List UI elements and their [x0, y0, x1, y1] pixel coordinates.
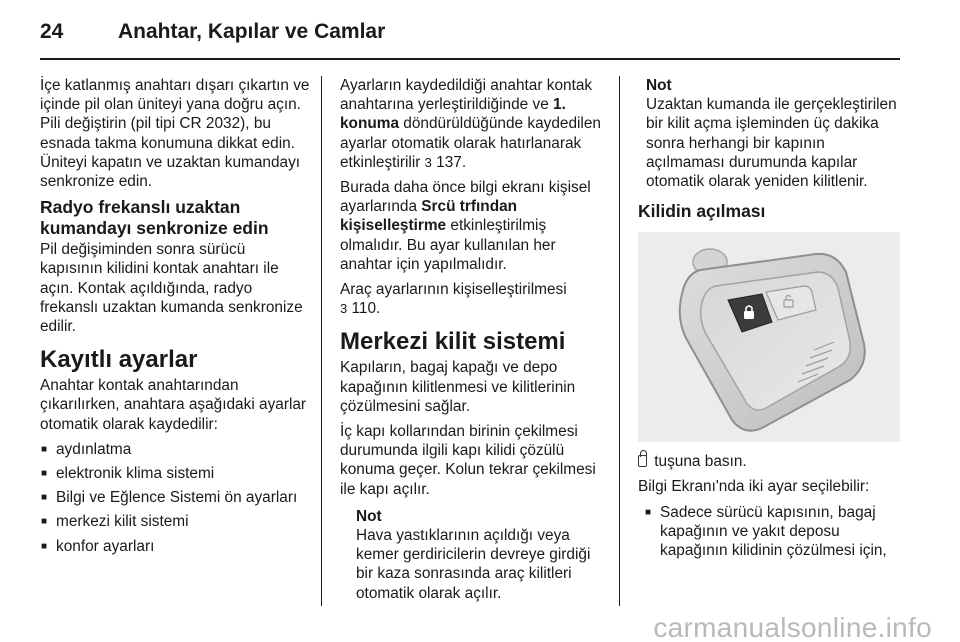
key-fob-illustration: [638, 232, 900, 442]
list-item: ■ Sadece sürücü kapısının, bagaj kapağının ve yakıt deposu kapağının kilidinin çözülmesi için,: [644, 503, 906, 561]
central-locking-paragraph: Kapıların, bagaj kapağı ve depo kapağının kilitlenmesi ve kilitlerinin çözülmesini sağlar.: [340, 359, 576, 415]
column-middle: [340, 76, 610, 603]
chapter-title: Anahtar, Kapılar ve Camlar: [118, 20, 386, 43]
vehicle-personalization-ref: Araç ayarlarının kişiselleştirilmesi 3 110.: [340, 281, 567, 318]
settings-recall-paragraph: Ayarların kaydedildiği anahtar kontak anahtarına yerleştirildiğinde ve 1. konuma döndürüldüğünde kaydedilen ayarlar otomatik olarak hatırlanarak etkinleştirilir 3 137.: [340, 77, 601, 171]
press-button-paragraph: tuşuna basın.: [638, 452, 906, 471]
battery-paragraph: İçe katlanmış anahtarı dışarı çıkartın ve içinde pil olan üniteyi yana doğru açın. Pili değiştirin (pil tipi CR 2032), bu esnada takma konumuna dikkat edin. Üniteyi kapatın ve uzaktan kumandayı senkronize edin.: [40, 77, 310, 191]
door-handle-paragraph: İç kapı kollarından birinin çekilmesi durumunda ilgili kapı kilidi çözülü konuma geçer. Kolun tekrar çekilmesi ile kapı açılır.: [340, 423, 596, 498]
list-item: ■ konfor ayarları: [40, 537, 312, 556]
page-header: [40, 14, 385, 50]
note-label: Not: [646, 77, 672, 94]
note-block: [646, 76, 906, 191]
note-text: Uzaktan kumanda ile gerçekleştirilen bir kilit açma işleminden üç dakika sonra herhangi bir kapının açılmaması durumunda kapılar otomatik olarak yeniden kilitlenir.: [646, 96, 897, 191]
column-divider: [619, 76, 620, 606]
saved-settings-heading: Kayıtlı ayarlar: [40, 346, 198, 374]
unlock-icon: [638, 455, 647, 467]
list-item: ■ merkezi kilit sistemi: [40, 512, 312, 531]
list-item: ■ Bilgi ve Eğlence Sistemi ön ayarları: [40, 488, 312, 507]
header-divider: [40, 58, 900, 60]
unlocking-heading: Kilidin açılması: [638, 201, 766, 222]
note-block: [356, 507, 610, 603]
note-label: Not: [356, 507, 382, 525]
column-left: [40, 76, 312, 561]
radio-sync-heading: Radyo frekanslı uzaktan kumandayı senkronize edin: [40, 197, 269, 239]
page-number: 24: [40, 20, 64, 43]
central-locking-heading: Merkezi kilit sistemi: [340, 328, 566, 356]
info-display-paragraph: Bilgi Ekranı'nda iki ayar seçilebilir:: [638, 478, 870, 496]
saved-settings-paragraph: Anahtar kontak anahtarından çıkarılırken, anahtara aşağıdaki ayarlar otomatik olarak kaydedilir:: [40, 377, 307, 433]
personalization-paragraph: Burada daha önce bilgi ekranı kişisel ayarlarında Srcü trfından kişiselleştirme etkinleştirilmiş olmalıdır. Bu ayar kullanılan her anahtar için yapılmalıdır.: [340, 179, 591, 273]
list-item: ■ elektronik klima sistemi: [40, 464, 312, 483]
saved-settings-list: [40, 440, 312, 556]
list-item: ■ aydınlatma: [40, 440, 312, 459]
watermark: carmanualsonline.info: [653, 612, 932, 642]
reference-arrow-icon: 3: [424, 154, 432, 170]
column-divider: [321, 76, 322, 606]
note-text: Hava yastıklarının açıldığı veya kemer gerdiricilerin devreye girdiği bir kaza sonrasında araç kilitleri otomatik olarak açılır.: [356, 527, 591, 602]
column-right: [638, 76, 906, 565]
reference-arrow-icon: 3: [340, 301, 348, 317]
unlock-options-list: [644, 503, 906, 561]
radio-sync-paragraph: Pil değişiminden sonra sürücü kapısının kilidini kontak anahtarı ile açın. Kontak açıldığında, radyo frekanslı uzaktan kumanda senkronize edilir.: [40, 241, 303, 336]
